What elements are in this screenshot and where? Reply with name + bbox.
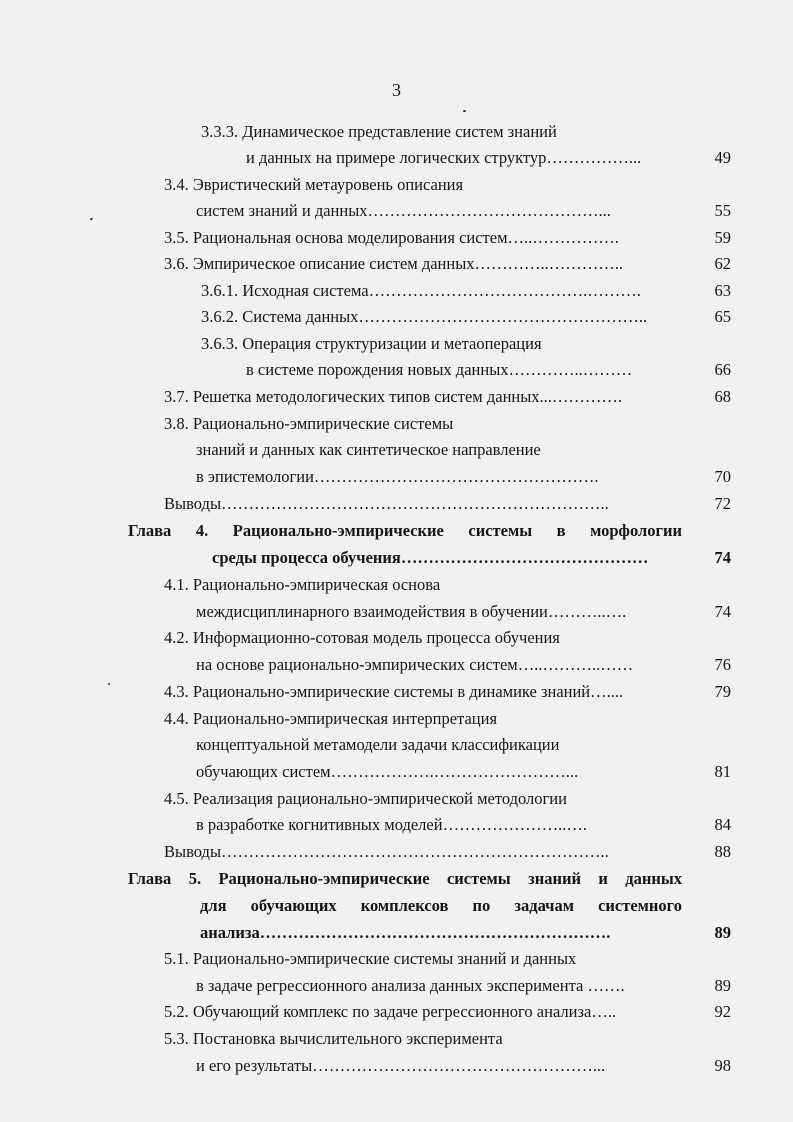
toc-page: 49 — [714, 148, 731, 167]
toc-page: 74 — [714, 602, 731, 621]
toc-line: 3.6.3. Операция структуризации и метаоперация — [201, 334, 542, 353]
toc-line: междисциплинарного взаимодействия в обучении………..…. — [196, 602, 627, 621]
toc-page: 92 — [714, 1002, 731, 1021]
toc-line: 3.3.3. Динамическое представление систем знаний — [201, 122, 557, 141]
scan-speck — [90, 217, 94, 220]
toc-line: для обучающих комплексов по задачам системного — [200, 896, 682, 915]
toc-page: 70 — [714, 467, 731, 486]
toc-line: систем знаний и данных……………………………………... — [196, 201, 611, 220]
toc-line: в разработке когнитивных моделей…………………..…. — [196, 815, 587, 834]
toc-line: и его результаты……………………………………………... — [196, 1056, 606, 1075]
toc-page: 89 — [714, 976, 731, 995]
toc-page: 74 — [714, 548, 731, 567]
toc-line: 3.8. Рационально-эмпирические системы — [164, 414, 454, 433]
toc-page: 79 — [714, 682, 731, 701]
toc-page: 84 — [714, 815, 731, 834]
toc-line: 5.1. Рационально-эмпирические системы знаний и данных — [164, 949, 577, 968]
toc-line: 4.2. Информационно-сотовая модель процесса обучения — [164, 628, 560, 647]
toc-line: 4.5. Реализация рационально-эмпирической методологии — [164, 789, 567, 808]
toc-line: анализа………………………………………………………. — [200, 923, 611, 942]
toc-line: 5.2. Обучающий комплекс по задаче регрессионного анализа….. — [164, 1002, 617, 1021]
toc-line: 5.3. Постановка вычислительного эксперимента — [164, 1029, 503, 1048]
toc-page: 66 — [714, 360, 731, 379]
toc-page: 68 — [714, 387, 731, 406]
page-number: 3 — [392, 80, 401, 100]
toc-line: 3.6.1. Исходная система………………………………….………. — [201, 281, 641, 300]
toc-page: 72 — [714, 494, 731, 513]
toc-line: 4.4. Рационально-эмпирическая интерпретация — [164, 709, 498, 728]
toc-page: 62 — [714, 254, 731, 273]
toc-line: 3.4. Эвристический метауровень описания — [164, 175, 464, 194]
toc-page: 89 — [714, 923, 731, 942]
toc-page: 59 — [714, 228, 731, 247]
toc-line: Глава 5. Рационально-эмпирические системы знаний и данных — [128, 869, 682, 888]
toc-line: знаний и данных как синтетическое направление — [196, 440, 541, 459]
toc-page: 81 — [714, 762, 731, 781]
toc-page: 98 — [714, 1056, 731, 1075]
toc-line: среды процесса обучения……………………………………… — [212, 548, 649, 567]
toc-line: на основе рационально-эмпирических систем…..………..…… — [196, 655, 634, 674]
toc-line: Выводы…………………………………………………………….. — [164, 494, 609, 513]
toc-page: 65 — [714, 307, 731, 326]
toc-line: в задаче регрессионного анализа данных эксперимента ……. — [196, 976, 625, 995]
scan-speck — [463, 110, 466, 112]
toc-line: 4.3. Рационально-эмпирические системы в динамике знаний….... — [164, 682, 624, 701]
toc-line: и данных на примере логических структур……………... — [246, 148, 642, 167]
toc-line: Выводы…………………………………………………………….. — [164, 842, 609, 861]
toc-line: в системе порождения новых данных…………..……… — [246, 360, 633, 379]
toc-line: 4.1. Рационально-эмпирическая основа — [164, 575, 441, 594]
toc-line: концептуальной метамодели задачи классификации — [196, 735, 560, 754]
toc-line: Глава 4. Рационально-эмпирические системы в морфологии — [128, 521, 682, 540]
toc-line: 3.5. Рациональная основа моделирования систем…..……………. — [164, 228, 619, 247]
toc-line: 3.7. Решетка методологических типов систем данных...…………. — [164, 387, 623, 406]
toc-page: 88 — [714, 842, 731, 861]
toc-page: 76 — [714, 655, 731, 674]
toc-line: 3.6.2. Система данных…………………………………………….. — [201, 307, 648, 326]
toc-line: обучающих систем……………….……………………... — [196, 762, 579, 781]
toc-page: 63 — [714, 281, 731, 300]
toc-line: в эпистемологии……………………………………………. — [196, 467, 599, 486]
toc-line: 3.6. Эмпирическое описание систем данных…………..………….. — [164, 254, 624, 273]
scan-speck — [108, 683, 110, 685]
toc-page: 55 — [714, 201, 731, 220]
